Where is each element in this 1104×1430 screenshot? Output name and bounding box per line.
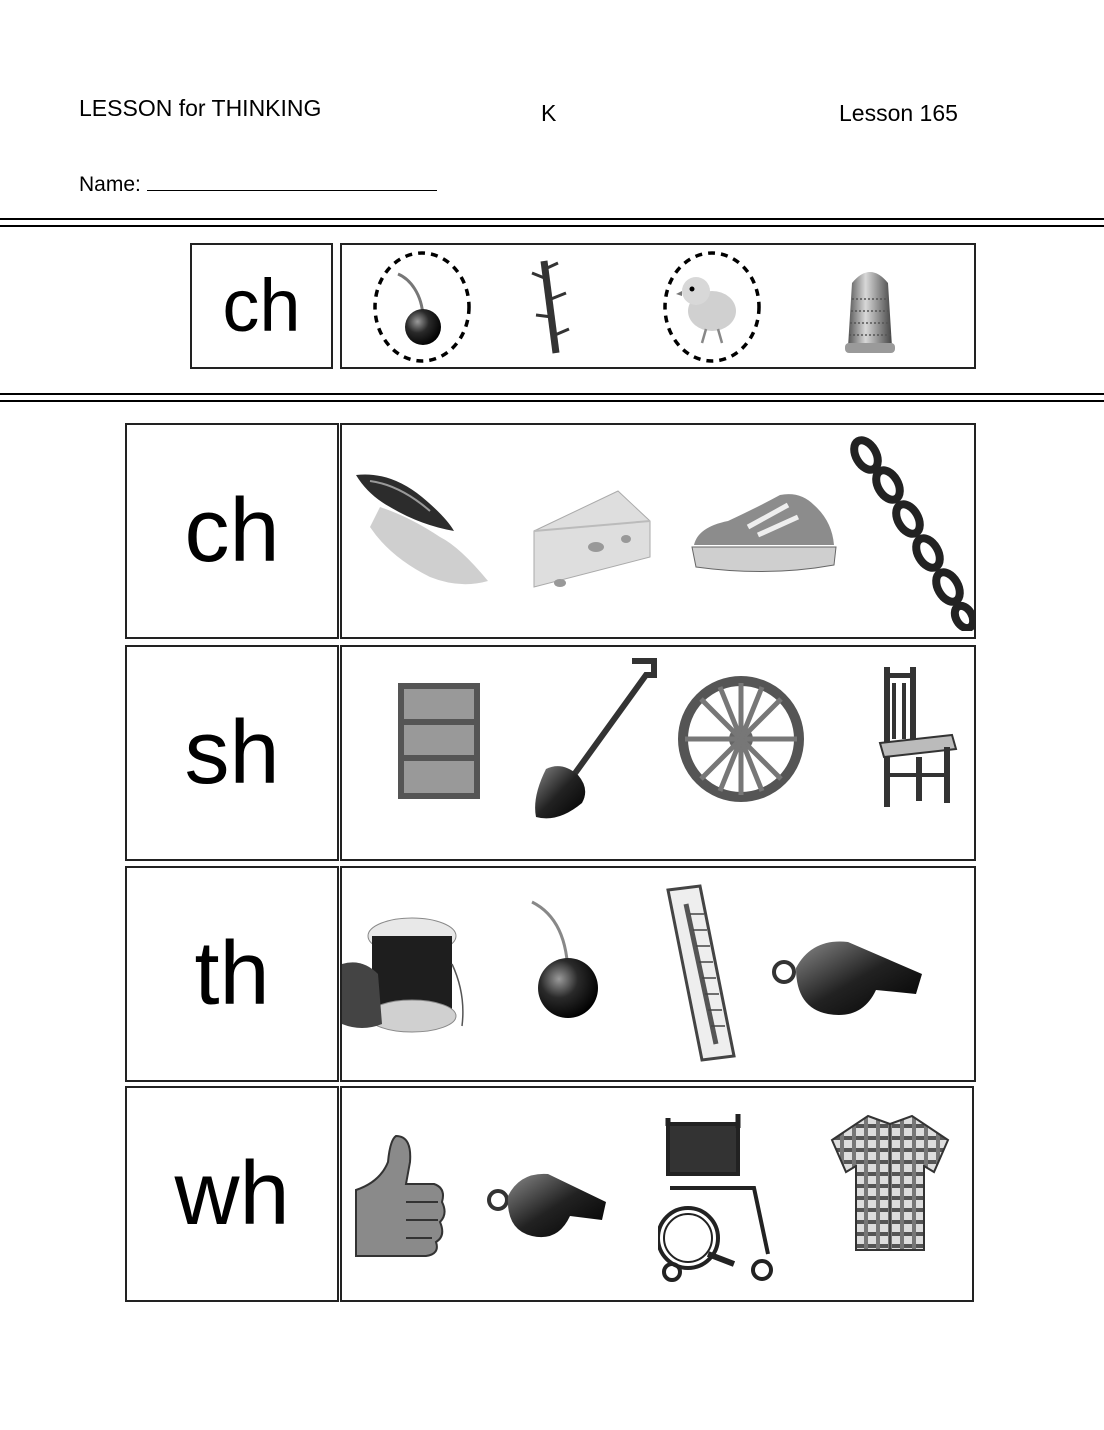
row-picture-box [340,423,976,639]
whistle-icon[interactable] [484,1164,614,1244]
thread-spool-icon[interactable] [342,914,470,1040]
divider-line [0,218,1104,220]
divider-line [0,393,1104,395]
grade-level: K [541,100,557,126]
row-picture-box [340,1086,974,1302]
worksheet-title: LESSON for THINKING [79,95,322,121]
chair-icon[interactable] [872,663,958,811]
example-letter-box [190,243,333,369]
thermometer-icon[interactable] [664,884,740,1062]
cherry-icon[interactable] [370,249,474,365]
example-picture-box [340,243,976,369]
thorny-stem-icon[interactable] [524,257,574,357]
cheese-icon[interactable] [530,487,654,591]
wheel-icon[interactable] [676,673,806,805]
chick-icon[interactable] [660,249,764,365]
fish-icon[interactable] [350,467,490,595]
example-letters: ch [222,264,301,347]
name-label: Name: [79,173,141,196]
divider-line [0,225,1104,227]
row-picture-box [340,645,976,861]
row-picture-box [340,866,976,1082]
thumbs-up-icon[interactable] [350,1132,446,1258]
row-letters: ch [184,481,280,581]
whistle-icon[interactable] [766,928,934,1022]
wheelchair-icon[interactable] [658,1104,784,1284]
name-blank[interactable] [147,172,437,191]
shovel-icon[interactable] [528,657,662,823]
shelf-icon[interactable] [396,681,482,801]
name-row [79,172,437,197]
sneaker-icon[interactable] [688,487,838,579]
chain-icon[interactable] [848,435,976,631]
row-letter-box [125,423,339,639]
lesson-number: Lesson 165 [839,100,958,126]
cherry-icon[interactable] [520,896,610,1020]
row-letters: sh [184,703,280,803]
thimble-icon[interactable] [838,259,902,357]
row-letter-box [125,866,339,1082]
row-letter-box [125,645,339,861]
row-letters: wh [174,1144,290,1244]
row-letters: th [194,924,270,1024]
divider-line [0,400,1104,402]
shirt-icon[interactable] [828,1112,952,1254]
row-letter-box [125,1086,339,1302]
